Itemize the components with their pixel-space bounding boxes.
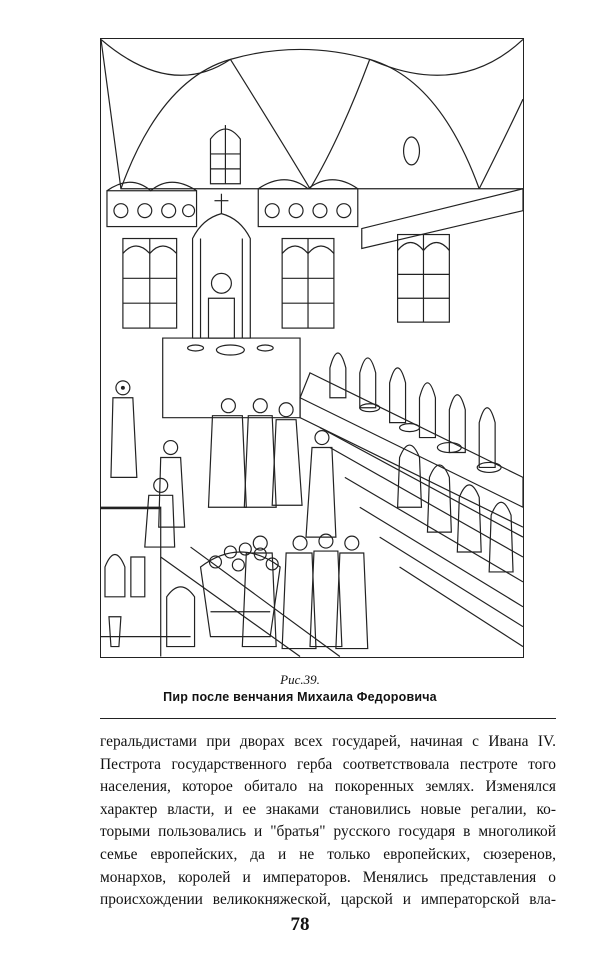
text-line: населения, которое обитало на покоренных землях. Изменялся — [100, 778, 556, 796]
figure-number: Рис.39. — [280, 672, 320, 687]
throne — [193, 214, 251, 338]
vault-base-line — [101, 39, 523, 188]
body-paragraph — [100, 731, 556, 912]
page-number: 78 — [290, 914, 310, 935]
text-line: монархов, королей и императоров. Менялись представления о — [100, 868, 556, 886]
text-line: происхождении великокняжеской, царской и императорской вла- — [100, 891, 556, 909]
amphora — [167, 587, 195, 647]
oval-window — [404, 137, 420, 165]
separator-rule — [100, 718, 556, 719]
feast-engraving-drawing — [101, 39, 523, 657]
ewer — [105, 555, 125, 597]
standing-attendants — [111, 381, 368, 649]
text-line: характер власти, и ее знаками становились новые регалии, ко- — [100, 800, 556, 818]
figure-caption: Пир после венчания Михаила Федоровича — [163, 690, 437, 704]
text-line: семье европейских, да и не только европейских, сюзеренов, — [100, 845, 556, 863]
text-line: торыми пользовались и "братья" русского государя в многоликой — [100, 823, 556, 841]
vault-arch — [121, 49, 479, 188]
wall-frieze — [362, 189, 523, 249]
tsar-figure — [211, 273, 231, 293]
tsar-table — [163, 338, 300, 418]
text-line: геральдистами при дворах всех государей, начиная с Ивана IV. — [100, 733, 556, 750]
vault-rib-left — [230, 59, 310, 188]
vault-rib-right — [310, 59, 370, 188]
icon-frieze-right — [258, 189, 358, 227]
text-line: Пестрота государственного герба соответствовала пестроте того — [100, 755, 556, 773]
feast-engraving-illustration — [100, 38, 524, 658]
